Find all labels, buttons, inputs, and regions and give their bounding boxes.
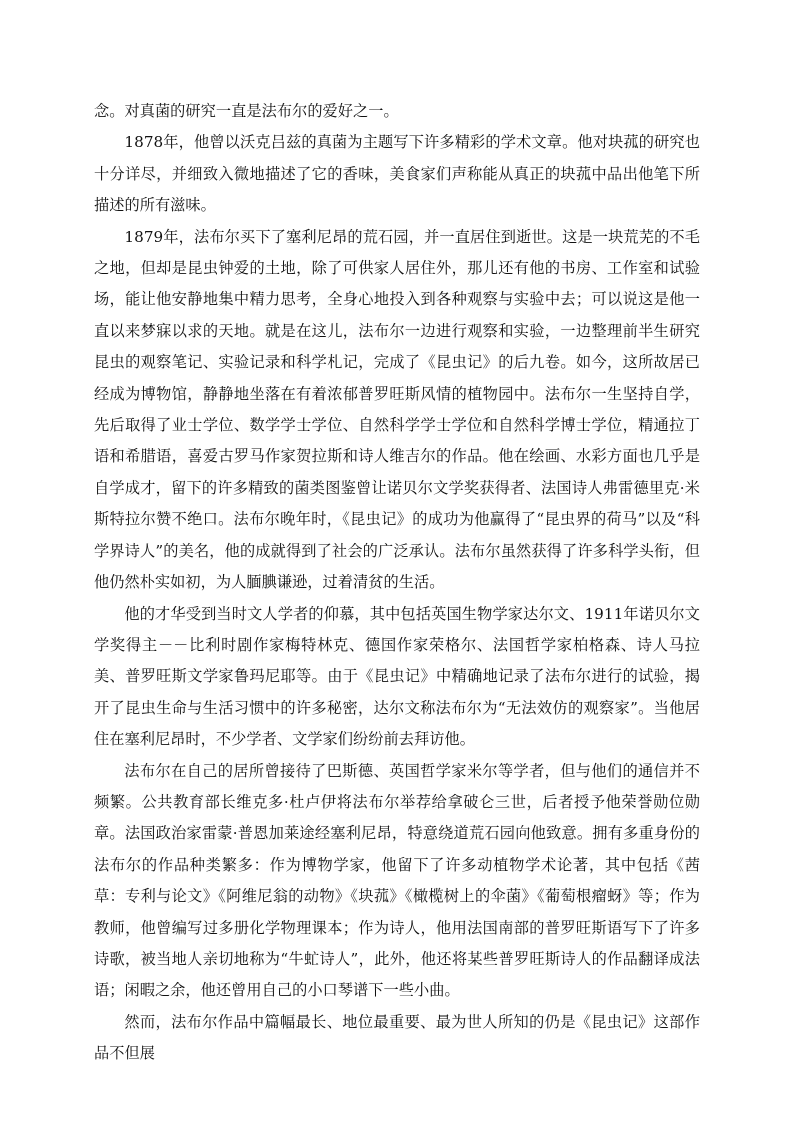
paragraph-admirers: 他的才华受到当时文人学者的仰慕，其中包括英国生物学家达尔文、1911年诺贝尔文学奖得主－－比利时剧作家梅特林克、德国作家荣格尔、法国哲学家柏格森、诗人马拉美、普罗旺斯文学家鲁玛尼耶等。由于《昆虫记》中精确地记录了法布尔进行的试验，揭开了昆虫生命与生活习惯中的许多秘密，达尔文称法布尔为“无法效仿的观察家”。当他居住在塞利尼昂时，不少学者、文学家们纷纷前去拜访他。 [94, 604, 700, 749]
paragraph-continuation: 念。对真菌的研究一直是法布尔的爱好之一。 [94, 102, 399, 120]
paragraph-1878: 1878年，他曾以沃克吕兹的真菌为主题写下许多精彩的学术文章。他对块菰的研究也十分详尽，并细致入微地描述了它的香味，美食家们声称能从真正的块菰中品出他笔下所描述的所有滋味。 [94, 133, 700, 215]
body-text [94, 96, 700, 1070]
paragraph-1879: 1879年，法布尔买下了塞利尼昂的荒石园，并一直居住到逝世。这是一块荒芜的不毛之地，但却是昆虫钟爱的土地，除了可供家人居住外，那儿还有他的书房、工作室和试验场，能让他安静地集中精力思考，全身心地投入到各种观察与实验中去；可以说这是他一直以来梦寐以求的天地。就是在这儿，法布尔一边进行观察和实验，一边整理前半生研究昆虫的观察笔记、实验记录和科学札记，完成了《昆虫记》的后九卷。如今，这所故居已经成为博物馆，静静地坐落在有着浓郁普罗旺斯风情的植物园中。法布尔一生坚持自学，先后取得了业士学位、数学学士学位、自然科学学士学位和自然科学博士学位，精通拉丁语和希腊语，喜爱古罗马作家贺拉斯和诗人维吉尔的作品。他在绘画、水彩方面也几乎是自学成才，留下的许多精致的菌类图鉴曾让诺贝尔文学奖获得者、法国诗人弗雷德里克·米斯特拉尔赞不绝口。法布尔晚年时，《昆虫记》的成功为他赢得了“昆虫界的荷马”以及“科学界诗人”的美名，他的成就得到了社会的广泛承认。法布尔虽然获得了许多科学头衔，但他仍然朴实如初，为人腼腆谦逊，过着清贫的生活。 [94, 227, 700, 592]
paragraph-insect-records: 然而，法布尔作品中篇幅最长、地位最重要、最为世人所知的仍是《昆虫记》这部作品不但展 [94, 1012, 700, 1063]
paragraph-visitors-works: 法布尔在自己的居所曾接待了巴斯德、英国哲学家米尔等学者，但与他们的通信并不频繁。公共教育部长维克多·杜卢伊将法布尔举荐给拿破仑三世，后者授予他荣誉勋位勋章。法国政治家雷蒙·普恩加莱途经塞利尼昂，特意绕道荒石园向他致意。拥有多重身份的法布尔的作品种类繁多：作为博物学家，他留下了许多动植物学术论著，其中包括《茜草：专利与论文》《阿维尼翁的动物》《块菰》《橄榄树上的伞菌》《葡萄根瘤蚜》等；作为教师，他曾编写过多册化学物理课本；作为诗人，他用法国南部的普罗旺斯语写下了许多诗歌，被当地人亲切地称为“牛虻诗人”，此外，他还将某些普罗旺斯诗人的作品翻译成法语；闲暇之余，他还曾用自己的小口琴谱下一些小曲。 [94, 761, 700, 1000]
